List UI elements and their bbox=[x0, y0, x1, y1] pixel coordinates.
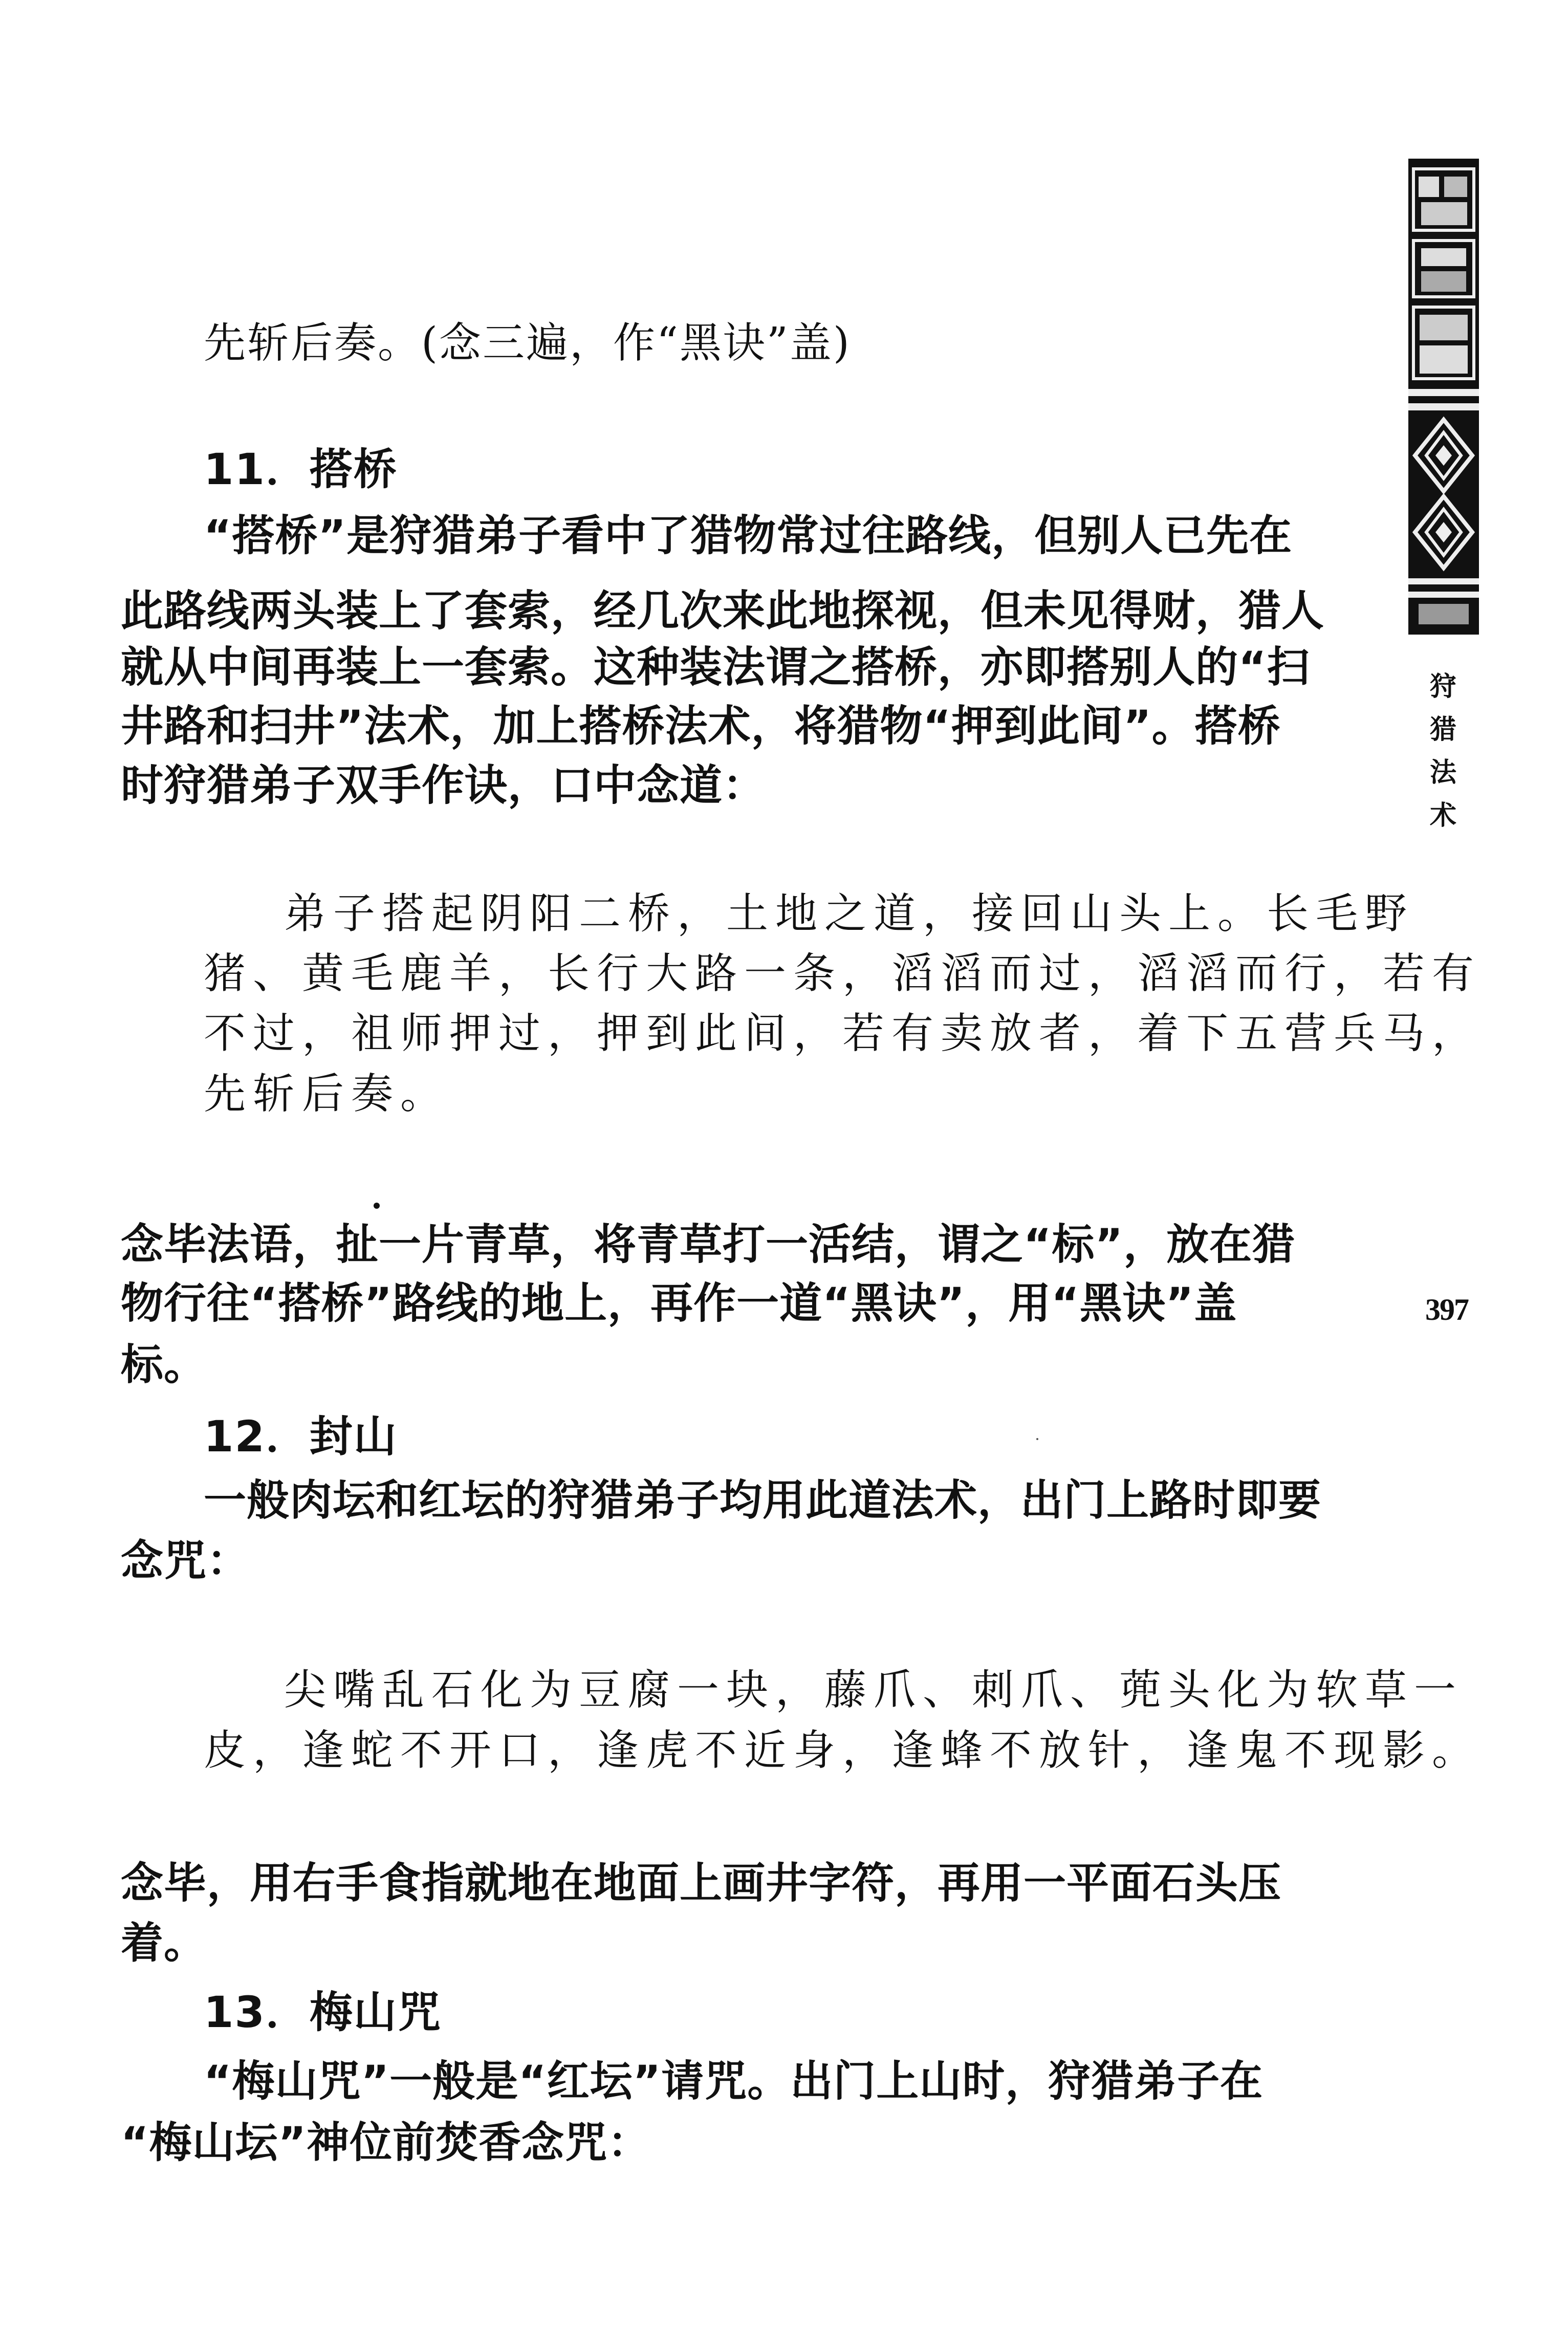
section-heading-12: 12．封山 bbox=[204, 1411, 398, 1462]
page-number: 397 bbox=[1425, 1293, 1468, 1326]
side-chapter-title bbox=[1428, 665, 1458, 837]
text-line: 着。 bbox=[121, 1918, 207, 1968]
text-line: 此路线两头装上了套索，经几次来此地探视，但未见得财，猎人 bbox=[121, 586, 1324, 636]
incantation-line: 弟子搭起阴阳二桥，土地之道，接回山头上。长毛野 bbox=[284, 889, 1414, 938]
speck bbox=[1036, 1438, 1038, 1440]
section-heading-13: 13．梅山咒 bbox=[204, 1987, 442, 2037]
side-title-char: 术 bbox=[1429, 800, 1456, 831]
incantation-line: 猪、黄毛鹿羊，长行大路一条，滔滔而过，滔滔而行，若有 bbox=[204, 949, 1482, 998]
decorative-side-band bbox=[1408, 159, 1479, 635]
text-line: 物行往“搭桥”路线的地上，再作一道“黑诀”，用“黑诀”盖 bbox=[121, 1278, 1237, 1328]
text-line: 就从中间再装上一套索。这种装法谓之搭桥，亦即搭别人的“扫 bbox=[121, 642, 1310, 692]
text-line: “搭桥”是狩猎弟子看中了猎物常过往路线，但别人已先在 bbox=[204, 511, 1293, 560]
ornament-pattern-icon bbox=[1408, 159, 1479, 635]
side-title-char: 法 bbox=[1429, 757, 1456, 788]
ink-dot bbox=[374, 1203, 380, 1209]
text-line: “梅山咒”一般是“红坛”请咒。出门上山时，狩猎弟子在 bbox=[204, 2056, 1264, 2106]
text-line: 标。 bbox=[121, 1340, 207, 1389]
side-title-char: 猎 bbox=[1429, 714, 1456, 745]
text-line: “梅山坛”神位前焚香念咒： bbox=[121, 2118, 651, 2167]
text-line: 念咒： bbox=[121, 1536, 250, 1585]
incantation-line: 不过，祖师押过，押到此间，若有卖放者，着下五营兵马， bbox=[204, 1009, 1482, 1058]
text-line: 念毕，用右手食指就地在地面上画井字符，再用一平面石头压 bbox=[121, 1858, 1281, 1908]
incantation-line: 皮，逢蛇不开口，逢虎不近身，逢蜂不放针，逢鬼不现影。 bbox=[204, 1726, 1482, 1775]
incantation-line: 尖嘴乱石化为豆腐一块，藤爪、刺爪、蔸头化为软草一 bbox=[284, 1666, 1464, 1714]
text-line: 先斩后奏。(念三遍，作“黑诀”盖) bbox=[204, 319, 851, 367]
section-heading-11: 11．搭桥 bbox=[204, 444, 398, 494]
text-line: 井路和扫井”法术，加上搭桥法术，将猎物“押到此间”。搭桥 bbox=[121, 701, 1281, 751]
incantation-line: 先斩后奏。 bbox=[204, 1070, 450, 1118]
text-line: 时狩猎弟子双手作诀，口中念道： bbox=[121, 760, 766, 810]
text-line: 一般肉坛和红坛的狩猎弟子均用此道法术，出门上路时即要 bbox=[204, 1475, 1321, 1525]
side-title-char: 狩 bbox=[1429, 671, 1456, 702]
text-line: 念毕法语，扯一片青草，将青草打一活结，谓之“标”，放在猎 bbox=[121, 1220, 1296, 1269]
